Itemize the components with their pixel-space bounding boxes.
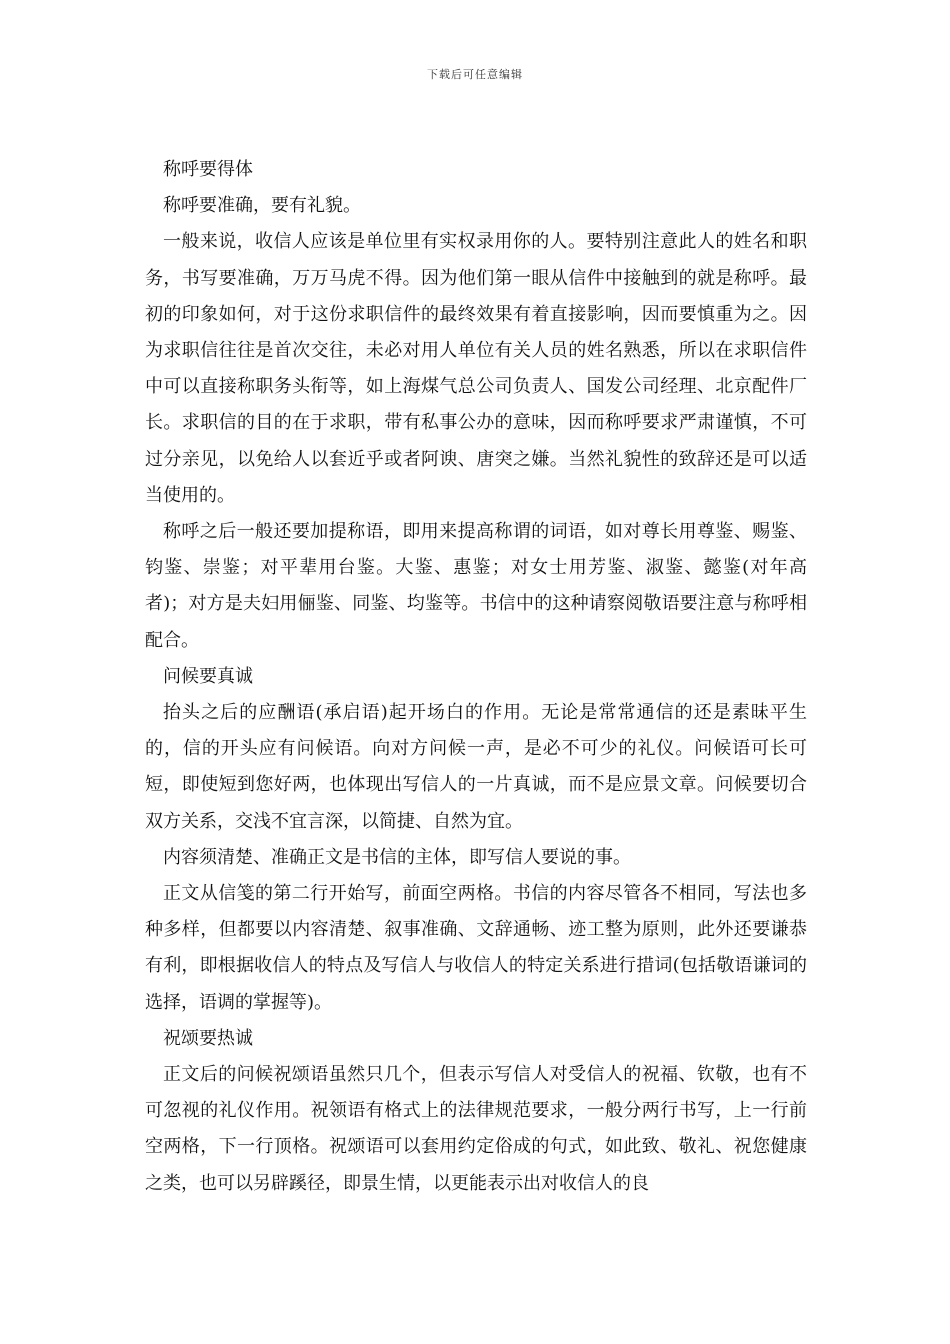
paragraph: 正文从信笺的第二行开始写，前面空两格。书信的内容尽管各不相同，写法也多种多样，但都要以内容清楚、叙事准确、文辞通畅、迹工整为原则，此外还要谦恭有利，即根据收信人的特点及写信人与收信人的特定关系进行措词(包括敬语谦词的选择，语调的掌握等)。 [145,883,807,1013]
section-heading-closing: 祝颂要热诚 [163,1027,253,1049]
paragraph: 一般来说，收信人应该是单位里有实权录用你的人。要特别注意此人的姓名和职务，书写要准确，万万马虎不得。因为他们第一眼从信件中接触到的就是称呼。最初的印象如何，对于这份求职信件的最终效果有着直接影响，因而要慎重为之。因为求职信往往是首次交往，未必对用人单位有关人员的姓名熟悉，所以在求职信件中可以直接称职务头衔等，如上海煤气总公司负责人、国发公司经理、北京配件厂长。求职信的目的在于求职，带有私事公办的意味，因而称呼要求严肃谨慎，不可过分亲见，以免给人以套近乎或者阿谀、唐突之嫌。当然礼貌性的致辞还是可以适当使用的。 [145,231,807,506]
paragraph: 内容须清楚、准确正文是书信的主体，即写信人要说的事。 [163,846,631,868]
section-heading-greeting: 问候要真诚 [163,665,253,687]
paragraph: 称呼要准确，要有礼貌。 [163,195,361,217]
section-heading-address: 称呼要得体 [163,159,253,180]
paragraph: 抬头之后的应酬语(承启语)起开场白的作用。无论是常常通信的还是素昧平生的，信的开头应有问候语。向对方问候一声，是必不可少的礼仪。问候语可长可短，即使短到您好两，也体现出写信人的一片真诚，而不是应景文章。问候要切合双方关系，交浅不宜言深，以简捷、自然为宜。 [145,702,807,832]
paragraph: 称呼之后一般还要加提称语，即用来提高称谓的词语，如对尊长用尊鉴、赐鉴、钧鉴、崇鉴；对平辈用台鉴。大鉴、惠鉴；对女士用芳鉴、淑鉴、懿鉴(对年高者)；对方是夫妇用俪鉴、同鉴、均鉴等。书信中的这种请察阅敬语要注意与称呼相配合。 [145,521,807,651]
document-body [145,152,807,1202]
page-header: 下载后可任意编辑 [427,68,523,81]
paragraph: 正文后的问候祝颂语虽然只几个，但表示写信人对受信人的祝福、钦敬，也有不可忽视的礼仪作用。祝领语有格式上的法律规范要求，一般分两行书写，上一行前空两格，下一行顶格。祝颂语可以套用约定俗成的句式，如此致、敬礼、祝您健康之类，也可以另辟蹊径，即景生情，以更能表示出对收信人的良 [145,1064,807,1194]
